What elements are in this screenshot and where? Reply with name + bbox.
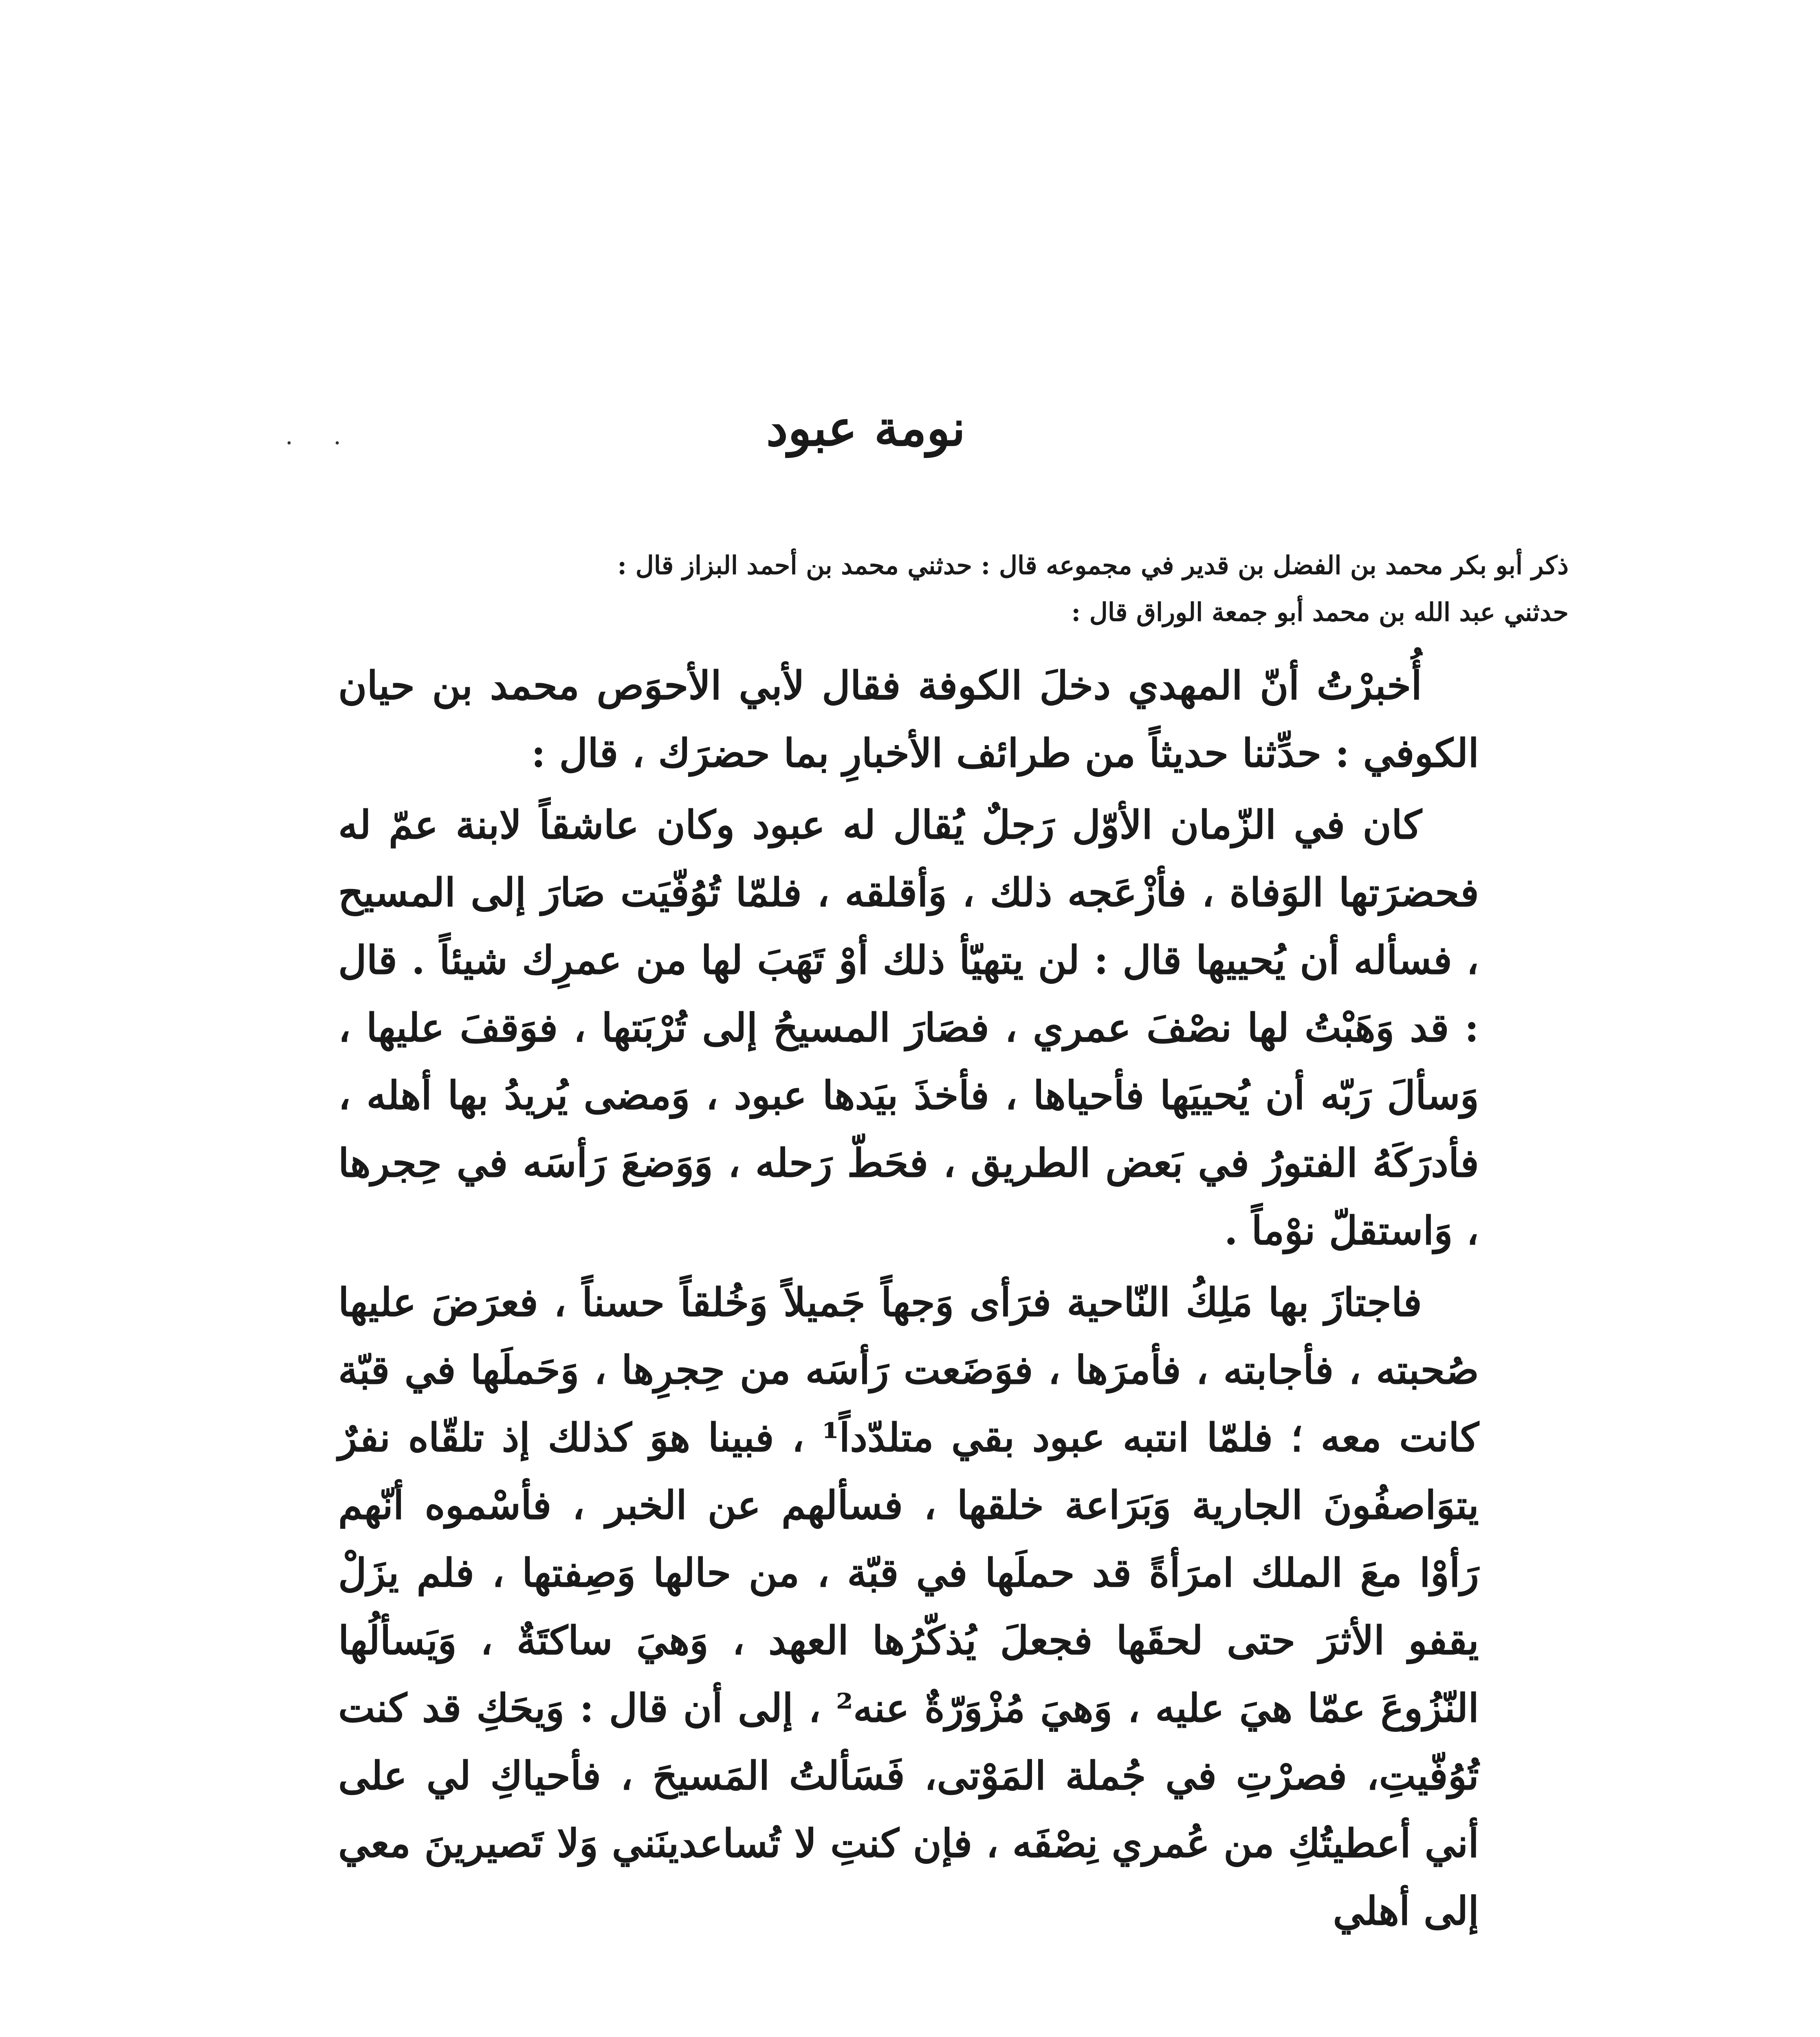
- isnad-line: ذكر أبو بكر محمد بن الفضل بن قدير في مجموعه قال : حدثني محمد بن أحمد البزاز قال :: [617, 550, 1569, 580]
- page-title: نومة عبود: [766, 400, 966, 457]
- paragraph: فاجتازَ بها مَلِكُ النّاحية فرَأى وَجهاً جَميلاً وَخُلقاً حسناً ، فعرَضَ عليها صُحبته ، فأجابته ، فأمرَها ، فوَضَعت رَأسَه من حِجرِها ، وَحَملَها في قبّة كانت معه ؛ فلمّا انتبه عبود بقي متلدّداً¹ ، فبينا هوَ كذلك إذ تلقّاه نفرٌ يتوَاصفُونَ الجارية وَبَرَاعة خلقها ، فسألهم عن الخبر ، فأسْموه أنّهم رَأوْا معَ الملك امرَأةً قد حملَها في قبّة ، من حالها وَصِفتها ، فلم يزَلْ يقفو الأثرَ حتى لحقَها فجعلَ يُذكّرُها العهد ، وَهيَ ساكتَةٌ ، وَيَسألُها النّزُوعَ عمّا هيَ عليه ، وَهيَ مُزْوَرّةٌ عنه² ، إلى أن قال : وَيحَكِ قد كنت تُوُفّيتِ، فصرْتِ في جُملة المَوْتى، فَسَألتُ المَسيحَ ، فأحياكِ لي على أني أعطيتُكِ من عُمري نِصْفَه ، فإن كنتِ لا تُساعدينَني وَلا تَصيرينَ معي إلى أهلي: [338, 1279, 1479, 1934]
- paragraph: كان في الزّمان الأوّل رَجلٌ يُقال له عبود وكان عاشقاً لابنة عمّ له فحضرَتها الوَفاة ، فأزْعَجه ذلك ، وَأقلقه ، فلمّا تُوُفّيَت صَارَ إلى المسيح ، فسأله أن يُحييها قال : لن يتهيّأ ذلك أوْ تَهَبَ لها من عمرِك شيئاً . قال : قد وَهَبْتُ لها نصْفَ عمري ، فصَارَ المسيحُ إلى تُرْبَتها ، فوَقفَ عليها ، وَسألَ رَبّه أن يُحييَها فأحياها ، فأخذَ بيَدها عبود ، وَمضى يُريدُ بها أهله ، فأدرَكَهُ الفتورُ في بَعض الطريق ، فحَطّ رَحله ، وَوَضعَ رَأسَه في حِجرها ، وَاستقلّ نوْماً .: [338, 802, 1479, 1254]
- body-text: [338, 652, 1479, 1949]
- isnad-line: حدثني عبد الله بن محمد أبو جمعة الوراق قال :: [1071, 597, 1569, 627]
- paragraph: أُخبرْتُ أنّ المهدي دخلَ الكوفة فقال لأبي الأحوَص محمد بن حيان الكوفي : حدِّثنا حديثاً من طرائف الأخبارِ بما حضرَك ، قال :: [338, 662, 1479, 776]
- decorative-dots: . .: [285, 422, 358, 450]
- isnad-preface: [367, 542, 1569, 636]
